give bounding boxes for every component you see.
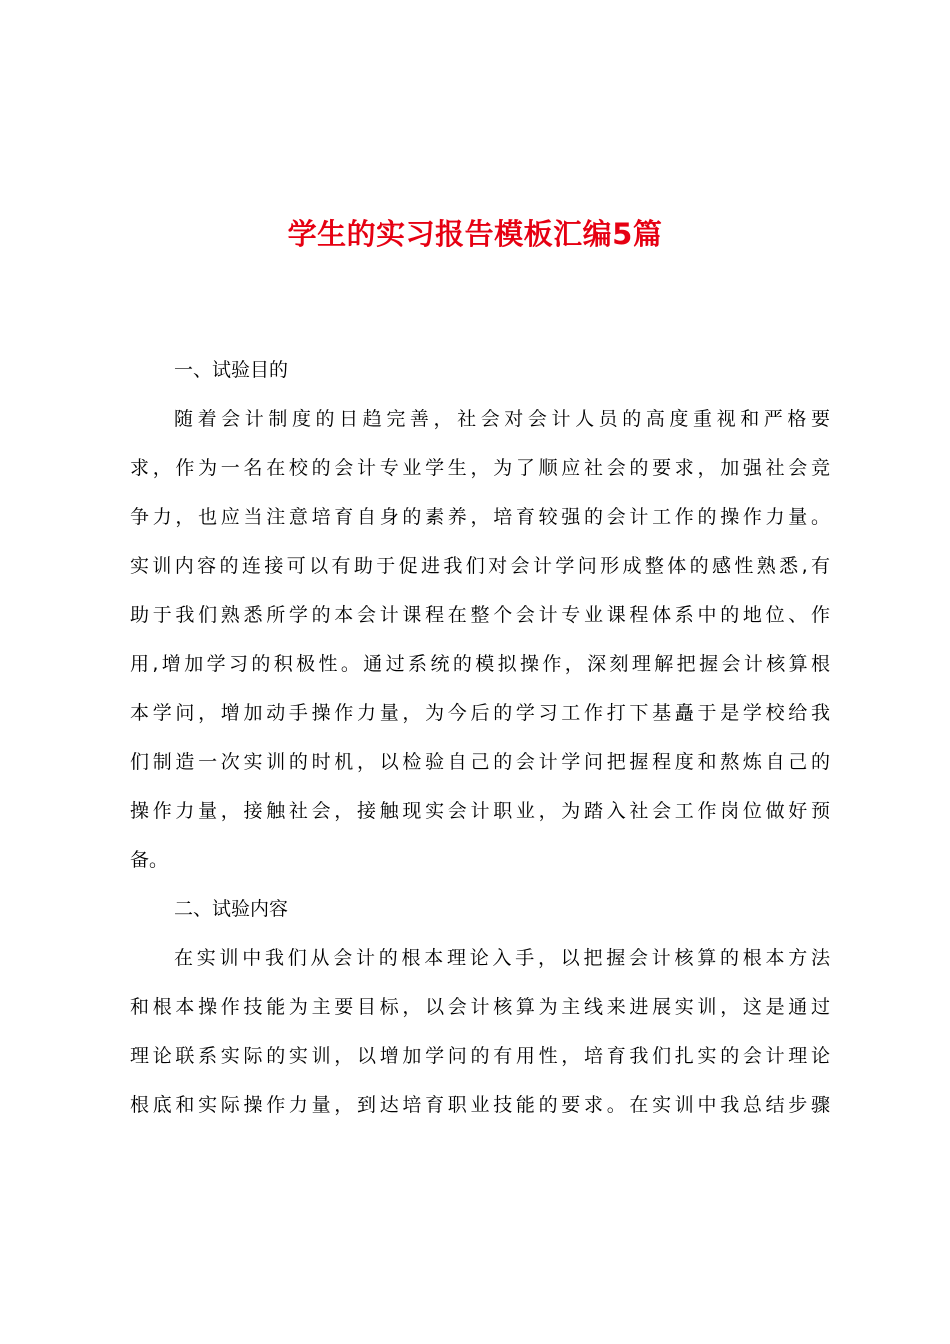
paragraph-line: 用,增加学习的积极性。通过系统的模拟操作，深刻理解把握会计核算根: [130, 653, 830, 675]
paragraph-line: 们制造一次实训的时机，以检验自己的会计学问把握程度和熬炼自己的: [130, 751, 830, 773]
paragraph-line: 理论联系实际的实训，以增加学问的有用性，培育我们扎实的会计理论: [130, 1045, 830, 1067]
paragraph-line: 求，作为一名在校的会计专业学生，为了顺应社会的要求，加强社会竞: [130, 457, 830, 479]
paragraph-line: 随着会计制度的日趋完善，社会对会计人员的高度重视和严格要: [174, 408, 830, 430]
section-heading: 一、试验目的: [174, 359, 289, 381]
paragraph-line: 助于我们熟悉所学的本会计课程在整个会计专业课程体系中的地位、作: [130, 604, 830, 626]
paragraph-line: 争力，也应当注意培育自身的素养，培育较强的会计工作的操作力量。: [130, 506, 830, 528]
paragraph-line: 备。: [130, 849, 169, 871]
section-heading: 二、试验内容: [174, 898, 289, 920]
paragraph-line: 在实训中我们从会计的根本理论入手，以把握会计核算的根本方法: [174, 947, 830, 969]
paragraph-line: 本学问，增加动手操作力量，为今后的学习工作打下基矗于是学校给我: [130, 702, 830, 724]
paragraph-line: 和根本操作技能为主要目标，以会计核算为主线来进展实训，这是通过: [130, 996, 830, 1018]
document-title: 学生的实习报告模板汇编5篇: [287, 217, 663, 251]
paragraph-line: 实训内容的连接可以有助于促进我们对会计学问形成整体的感性熟悉,有: [130, 555, 830, 577]
paragraph-line: 根底和实际操作力量，到达培育职业技能的要求。在实训中我总结步骤: [130, 1094, 830, 1116]
paragraph-line: 操作力量，接触社会，接触现实会计职业，为踏入社会工作岗位做好预: [130, 800, 830, 822]
document-body: [130, 346, 830, 1130]
